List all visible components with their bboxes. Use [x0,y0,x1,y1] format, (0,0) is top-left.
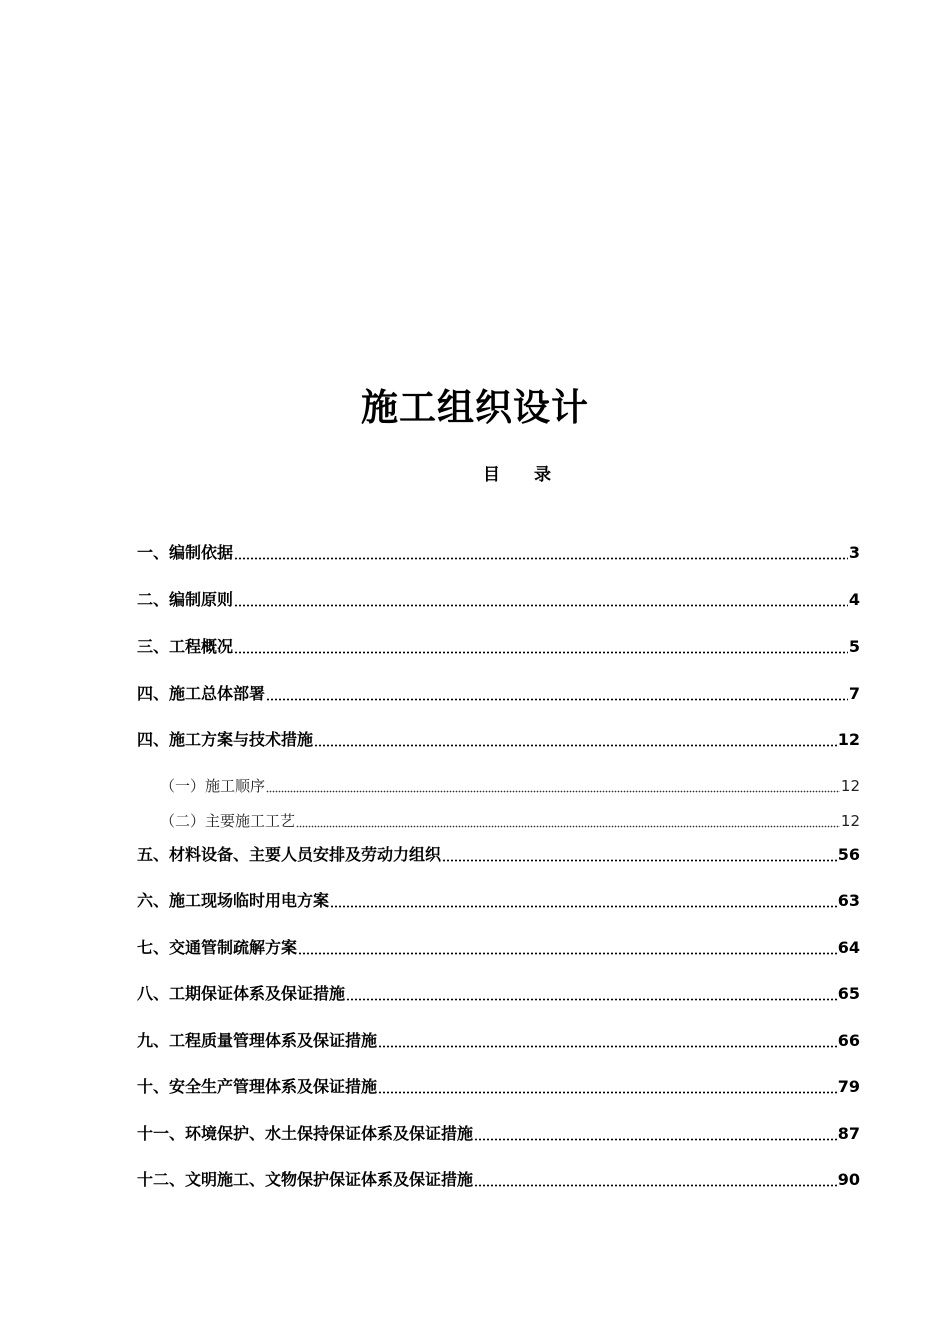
toc-dot-leader [234,604,848,607]
toc-entry-page: 12 [837,730,860,749]
toc-entry-label: 十二、文明施工、文物保护保证体系及保证措施 [137,1170,474,1189]
toc-entry-page: 12 [840,812,860,830]
toc-dot-leader [378,1091,837,1094]
toc-entry-label: 六、施工现场临时用电方案 [137,891,330,910]
toc-entry-label: 一、编制依据 [137,543,234,562]
toc-entry-page: 66 [837,1031,860,1050]
toc-entry-page: 64 [837,938,860,957]
toc-dot-leader [474,1138,837,1141]
toc-entry-page: 3 [848,543,860,562]
toc-entry-page: 12 [840,777,860,795]
toc-entry-label: 四、施工方案与技术措施 [137,730,314,749]
toc-entry-page: 79 [837,1077,860,1096]
document-title: 施工组织设计 [361,385,589,429]
toc-entry[interactable] [137,1029,860,1053]
toc-entry-label: 七、交通管制疏解方案 [137,938,298,957]
toc-subentry[interactable] [160,774,860,798]
toc-entry-page: 7 [848,684,860,703]
toc-entry-label: 九、工程质量管理体系及保证措施 [137,1031,378,1050]
toc-entry-label: 十一、环境保护、水土保持保证体系及保证措施 [137,1124,474,1143]
toc-entry-label: 十、安全生产管理体系及保证措施 [137,1077,378,1096]
toc-heading: 目 录 [483,465,551,485]
toc-entry-label: 八、工期保证体系及保证措施 [137,984,346,1003]
toc-entry-label: 三、工程概况 [137,637,234,656]
toc-entry-page: 63 [837,891,860,910]
toc-dot-leader [378,1045,837,1048]
toc-entry-page: 87 [837,1124,860,1143]
toc-entry-label: 二、编制原则 [137,590,234,609]
toc-entry[interactable] [137,682,860,706]
toc-entry[interactable] [137,1122,860,1146]
toc-dot-leader [330,905,837,908]
toc-entry[interactable] [137,843,860,867]
toc-dot-leader [234,557,848,560]
toc-entry[interactable] [137,889,860,913]
toc-entry[interactable] [137,936,860,960]
toc-entry[interactable] [137,982,860,1006]
toc-entry[interactable] [137,1075,860,1099]
toc-entry[interactable] [137,1168,860,1192]
toc-entry-page: 5 [848,637,860,656]
toc-dot-leader [298,952,837,955]
toc-entry[interactable] [137,588,860,612]
toc-entry-label: 五、材料设备、主要人员安排及劳动力组织 [137,845,442,864]
toc-entry[interactable] [137,635,860,659]
toc-dot-leader [346,998,837,1001]
toc-dot-leader [474,1184,837,1187]
toc-dot-leader [266,790,840,793]
toc-entry-page: 56 [837,845,860,864]
toc-dot-leader [266,698,848,701]
toc-entry[interactable] [137,541,860,565]
toc-entry-page: 4 [848,590,860,609]
toc-entry-page: 90 [837,1170,860,1189]
toc-entry-label: （二）主要施工工艺 [160,812,296,830]
toc-dot-leader [296,825,840,828]
toc-entry-label: 四、施工总体部署 [137,684,266,703]
toc-dot-leader [234,651,848,654]
toc-dot-leader [442,859,837,862]
toc-entry-page: 65 [837,984,860,1003]
toc-subentry[interactable] [160,809,860,833]
toc-entry-label: （一）施工顺序 [160,777,266,795]
toc-dot-leader [314,744,837,747]
toc-entry[interactable] [137,728,860,752]
